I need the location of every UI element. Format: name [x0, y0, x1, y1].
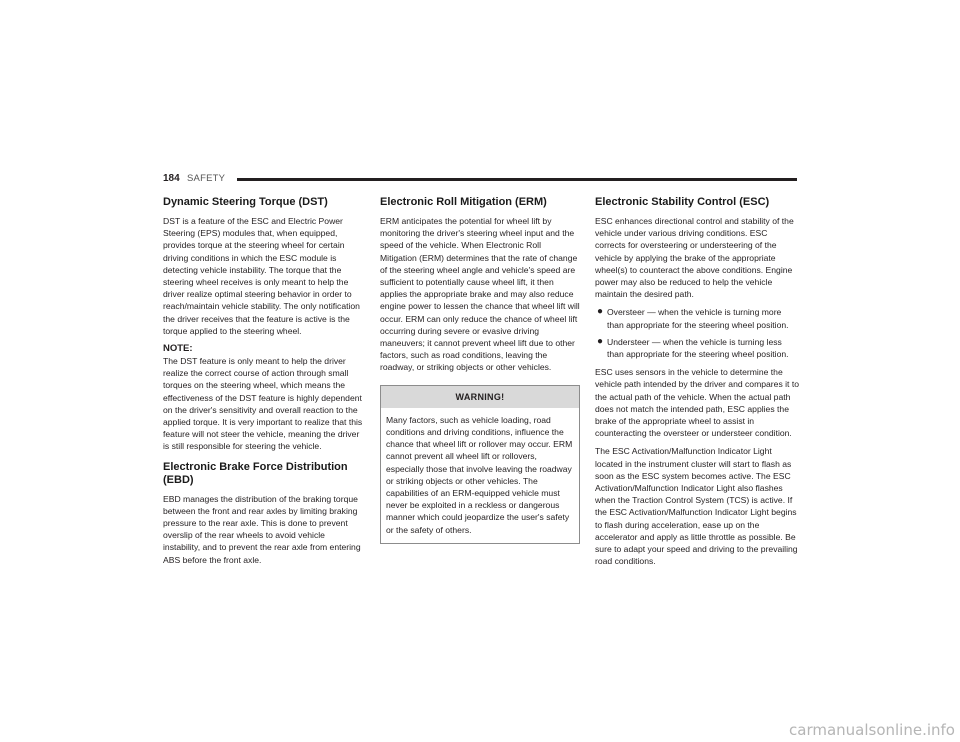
bullet-text-understeer: Understeer — when the vehicle is turning less than appropriate for the steering wheel position. [607, 336, 789, 360]
esc-paragraph-1: ESC enhances directional control and stability of the vehicle under various driving conditions. ESC corrects for oversteering or understeering of the vehicle by applying the brake of the appropriate wheel(s) to counteract the above conditions. Engine power may also be reduced to help the vehicle maintain the desired path. [595, 216, 794, 300]
note-text: The DST feature is only meant to help the driver realize the correct course of action through small torques on the steering wheel, which means the effectiveness of the DST feature is highly dependent on the driver's sensitivity and overall reaction to the applied torque. It is very important to realize that this feature will not steer the vehicle, meaning the driver is still responsible for steering the vehicle. [163, 356, 363, 452]
ebd-paragraph: EBD manages the distribution of the braking torque between the front and rear axles by limiting braking pressure to the rear axle. This is done to prevent overslip of the rear wheels to avoid vehicle instability, and to prevent the rear axle from entering ABS before the front axle. [163, 493, 361, 565]
dst-heading: Dynamic Steering Torque (DST) [163, 196, 328, 208]
warning-box [380, 385, 580, 544]
column-right [595, 196, 799, 573]
bullet-icon: ● [597, 306, 604, 318]
page-number: 184 [163, 173, 180, 184]
esc-paragraph-3: The ESC Activation/Malfunction Indicator Light located in the instrument cluster will start to flash as soon as the ESC system becomes active. The ESC Activation/Malfunction Indicator Light also flashes when the Traction Control System (TCS) is active. If the ESC Activation/Malfunction Indicator Light begins to flash during acceleration, ease up on the accelerator and apply as little throttle as possible. Be sure to adapt your speed and driving to the prevailing road conditions. [595, 446, 798, 567]
erm-heading: Electronic Roll Mitigation (ERM) [380, 196, 547, 208]
list-item [595, 336, 799, 360]
esc-heading: Electronic Stability Control (ESC) [595, 196, 770, 208]
bullet-text-oversteer: Oversteer — when the vehicle is turning more than appropriate for the steering wheel position. [607, 307, 789, 330]
note-label: NOTE: [163, 343, 193, 355]
bullet-icon: ● [597, 335, 604, 347]
warning-text: Many factors, such as vehicle loading, road conditions and driving conditions, influence the chance that wheel lift or rollover may occur. ERM cannot prevent all wheel lift or rollovers, especially those that involve leaving the roadway or striking objects or other vehicles. The capabilities of an ERM-equipped vehicle must never be exploited in a reckless or dangerous manner which could jeopardize the user's safety or the safety of others. [386, 414, 573, 535]
section-label: SAFETY [187, 173, 226, 184]
esc-paragraph-2: ESC uses sensors in the vehicle to determine the vehicle path intended by the driver and compares it to the actual path of the vehicle. When the actual path does not match the intended path, ESC applies the brake of the appropriate wheel to assist in counteracting the oversteer or understeer condition. [595, 367, 799, 439]
erm-paragraph: ERM anticipates the potential for wheel lift by monitoring the driver's steering wheel input and the speed of the vehicle. When Electronic Roll Mitigation (ERM) determines that the rate of change of the steering wheel angle and vehicle's speed are sufficient to potentially cause wheel lift, it then applies the appropriate brake and may also reduce engine power to lessen the chance that wheel lift will occur. ERM can only reduce the chance of wheel lift occurring during severe or evasive driving maneuvers; it cannot prevent wheel lift due to other factors, such as road conditions, leaving the roadway, or striking objects or other vehicles. [380, 216, 580, 373]
column-left [163, 196, 363, 572]
page-header [163, 173, 797, 187]
header-rule [237, 178, 797, 181]
ebd-heading: Electronic Brake Force Distribution (EBD) [163, 460, 348, 486]
watermark-link[interactable]: carmanualsonline.info [789, 721, 955, 739]
esc-bullet-list [595, 306, 799, 360]
dst-paragraph: DST is a feature of the ESC and Electric Power Steering (EPS) modules that, when equipped, provides torque at the steering wheel for certain driving conditions in which the ESC module is detecting vehicle instability. The torque that the steering wheel receives is only meant to help the driver realize optimal steering behavior in order to reach/maintain vehicle stability. The only notification the driver receives that the feature is active is the torque applied to the steering wheel. [163, 216, 360, 336]
column-middle [380, 196, 580, 544]
warning-title: WARNING! [381, 386, 579, 408]
list-item [595, 306, 799, 330]
